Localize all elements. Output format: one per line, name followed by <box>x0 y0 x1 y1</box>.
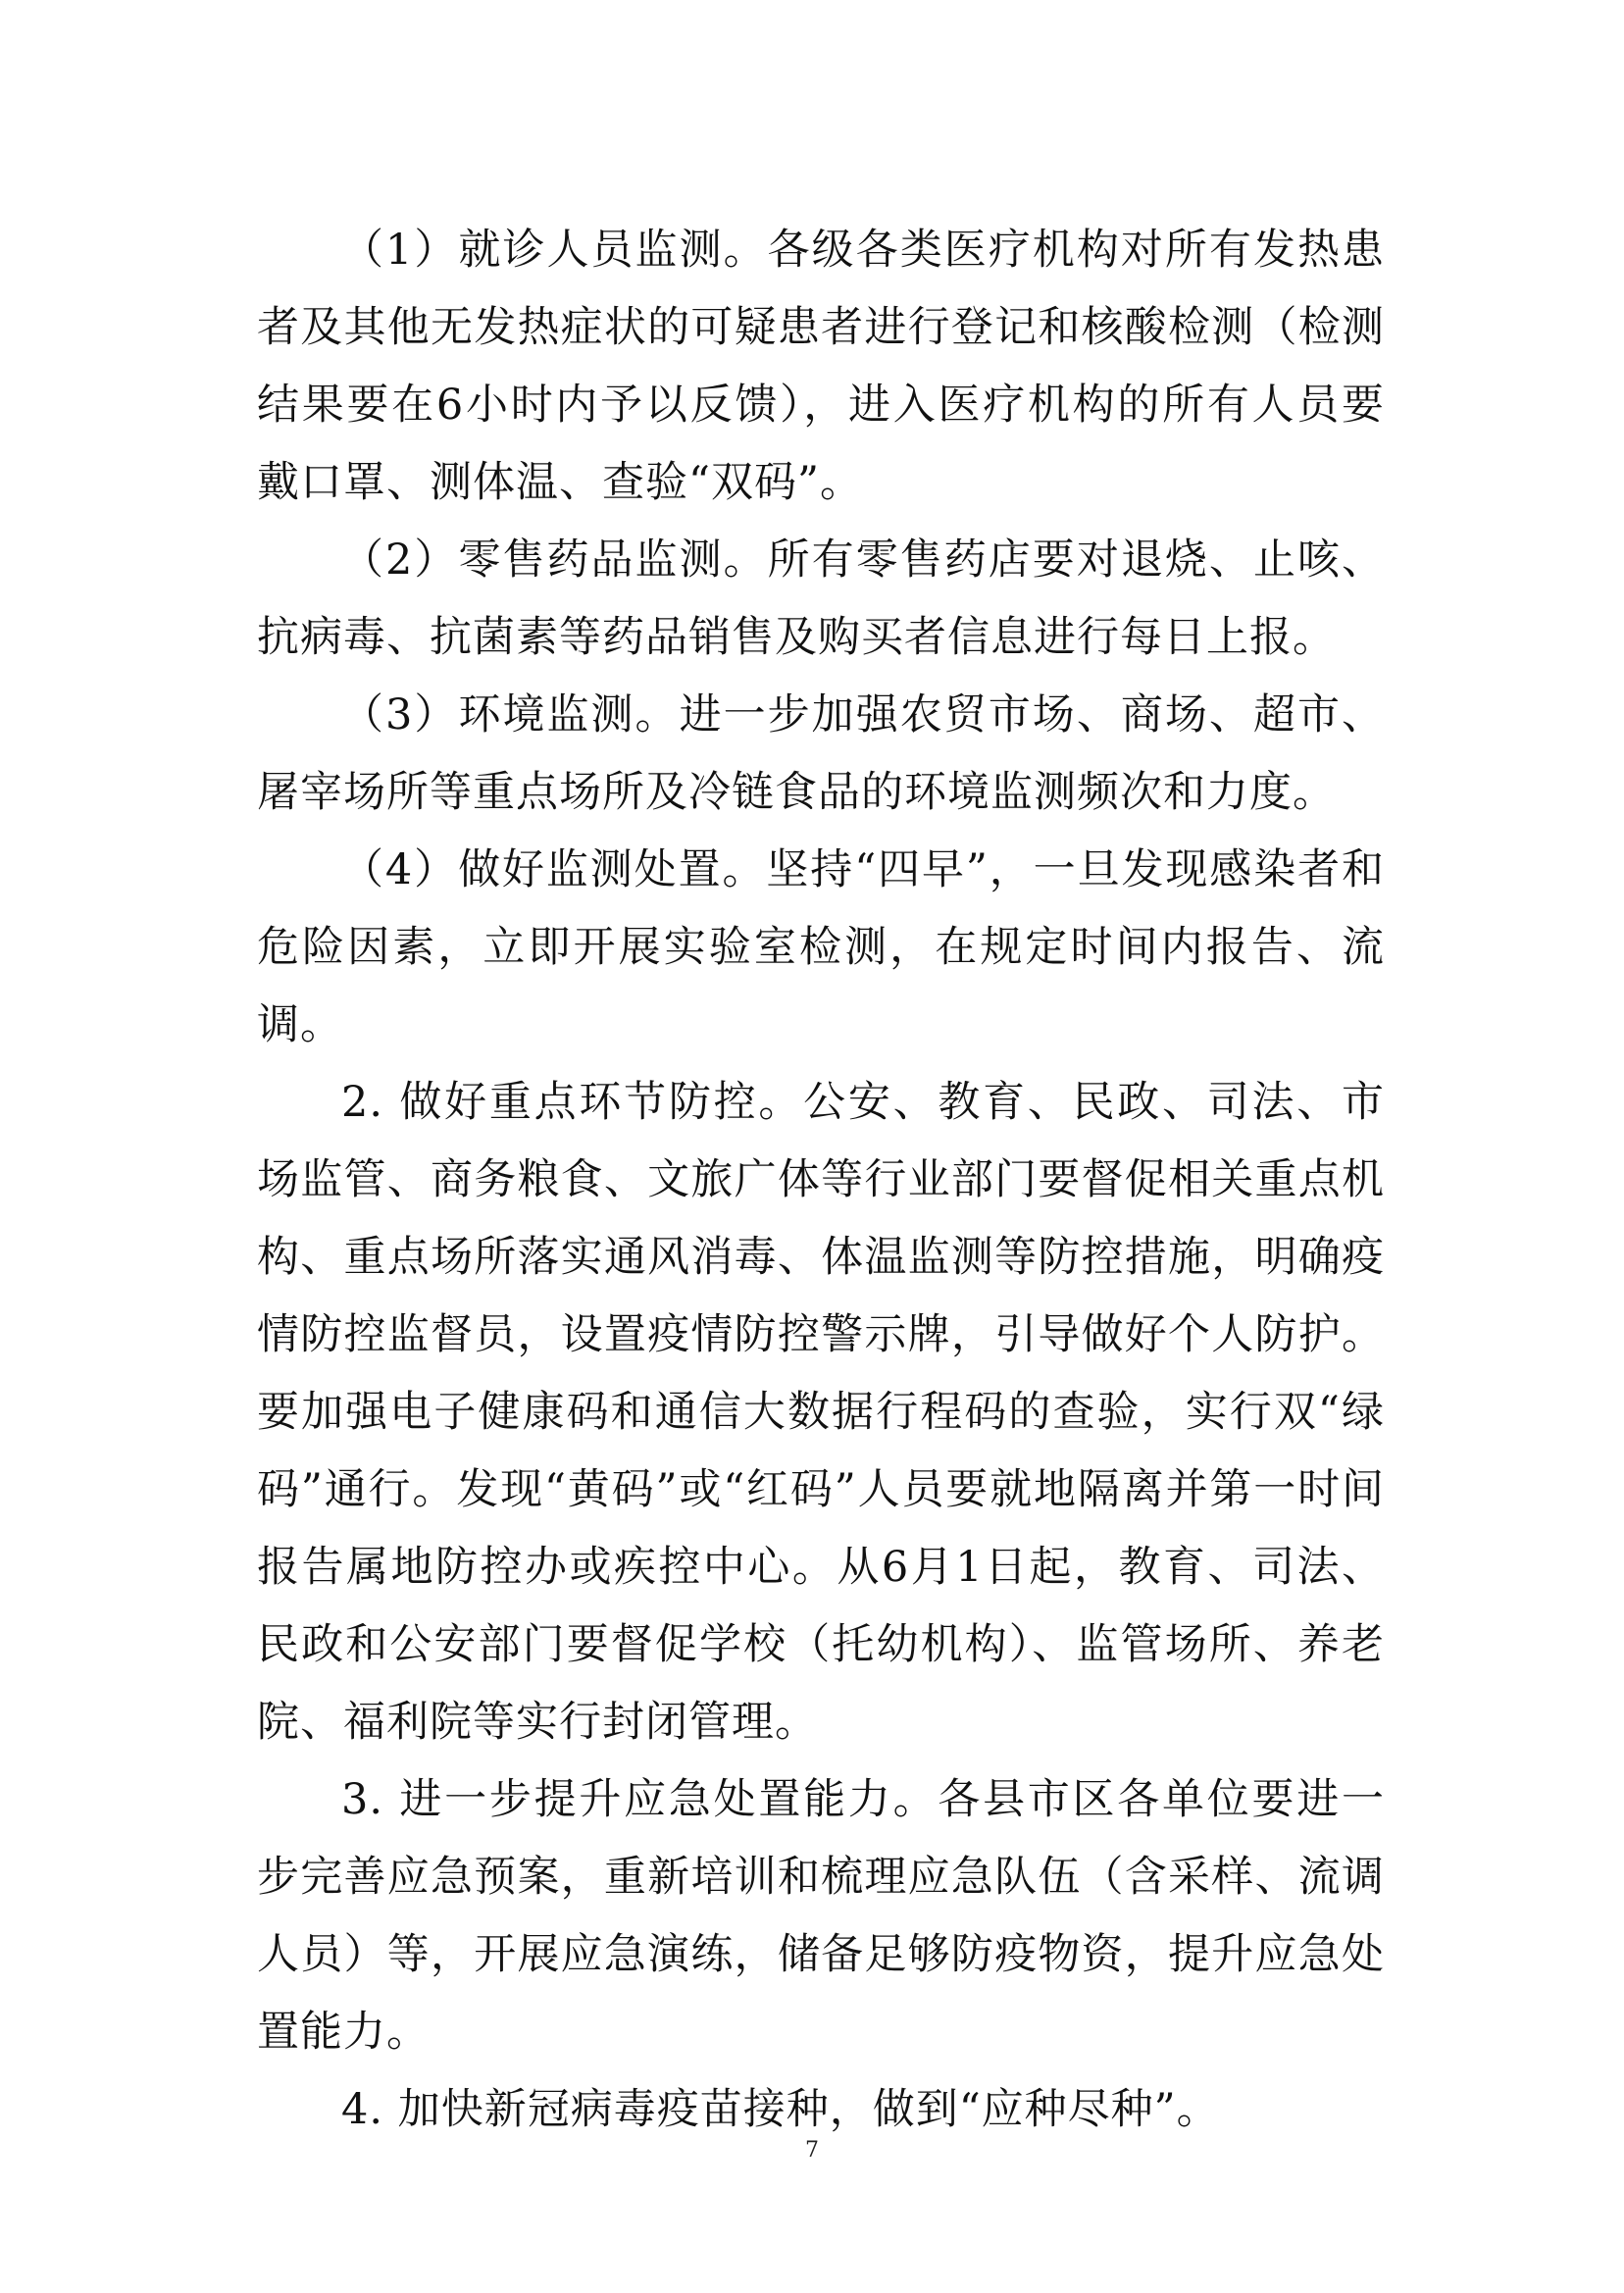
paragraph-emergency-capacity: 3. 进一步提升应急处置能力。各县市区各单位要进一步完善应急预案，重新培训和梳理应急队伍（含采样、流调人员）等，开展应急演练，储备足够防疫物资，提升应急处置能力。 <box>257 1775 1385 2057</box>
paragraph-key-link-control: 2. 做好重点环节防控。公安、教育、民政、司法、市场监管、商务粮食、文旅广体等行业部门要督促相关重点机构、重点场所落实通风消毒、体温监测等防控措施，明确疫情防控监督员，设置疫情防控警示牌，引导做好个人防护。要加强电子健康码和通信大数据行程码的查验，实行双“绿码”通行。发现“黄码”或“红码”人员要就地隔离并第一时间报告属地防控办或疾控中心。从6月1日起，教育、司法、民政和公安部门要督促学校（托幼机构）、监管场所、养老院、福利院等实行封闭管理。 <box>257 1078 1385 1747</box>
paragraph-clinic-monitoring: （1）就诊人员监测。各级各类医疗机构对所有发热患者及其他无发热症状的可疑患者进行登记和核酸检测（检测结果要在6小时内予以反馈），进入医疗机构的所有人员要戴口罩、测体温、查验“双码”。 <box>257 226 1385 507</box>
body-text <box>257 212 1385 2149</box>
paragraph-pharmacy-monitoring: （2）零售药品监测。所有零售药店要对退烧、止咳、抗病毒、抗菌素等药品销售及购买者信息进行每日上报。 <box>257 535 1385 662</box>
paragraph-environment-monitoring: （3）环境监测。进一步加强农贸市场、商场、超市、屠宰场所等重点场所及冷链食品的环境监测频次和力度。 <box>257 690 1385 817</box>
page-number: 7 <box>805 2138 819 2163</box>
paragraph-vaccination: 4. 加快新冠病毒疫苗接种，做到“应种尽种”。 <box>341 2085 1220 2134</box>
paragraph-monitoring-disposal: （4）做好监测处置。坚持“四早”，一旦发现感染者和危险因素，立即开展实验室检测，在规定时间内报告、流调。 <box>257 845 1385 1049</box>
